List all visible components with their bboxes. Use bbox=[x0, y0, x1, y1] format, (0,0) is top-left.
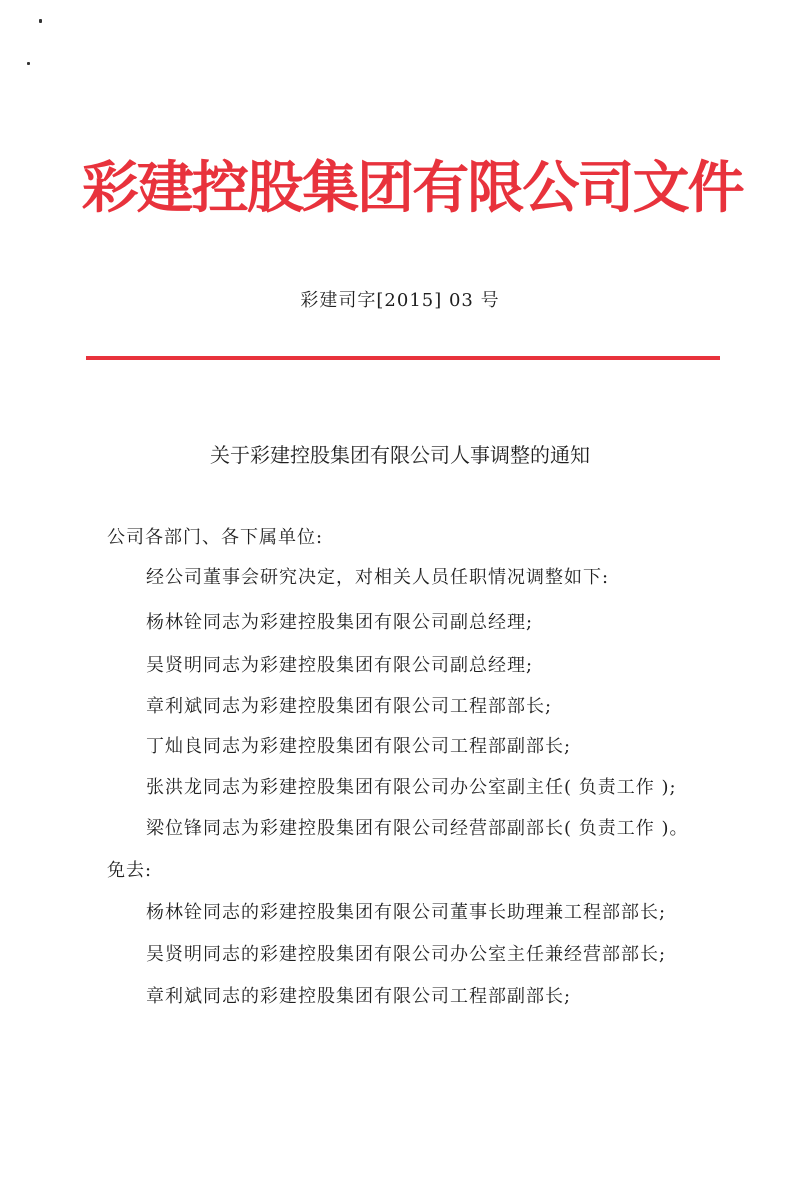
salutation: 公司各部门、各下属单位: bbox=[107, 527, 324, 548]
appointment-item: 杨林铨同志为彩建控股集团有限公司副总经理; bbox=[146, 612, 534, 633]
intro-paragraph: 经公司董事会研究决定，对相关人员任职情况调整如下: bbox=[146, 567, 610, 588]
notice-title: 关于彩建控股集团有限公司人事调整的通知 bbox=[210, 443, 590, 467]
appointment-item: 张洪龙同志为彩建控股集团有限公司办公室副主任( 负责工作 ); bbox=[146, 777, 677, 798]
appointment-item: 章利斌同志为彩建控股集团有限公司工程部部长; bbox=[146, 696, 553, 717]
appointment-item: 丁灿良同志为彩建控股集团有限公司工程部副部长; bbox=[146, 736, 572, 757]
dismissal-item: 杨林铨同志的彩建控股集团有限公司董事长助理兼工程部部长; bbox=[146, 902, 667, 923]
scan-speck bbox=[39, 19, 42, 23]
dismissal-item: 吴贤明同志的彩建控股集团有限公司办公室主任兼经营部部长; bbox=[146, 944, 667, 965]
document-number: 彩建司字[2015] 03 号 bbox=[300, 290, 500, 311]
appointment-item: 吴贤明同志为彩建控股集团有限公司副总经理; bbox=[146, 655, 534, 676]
dismissal-item: 章利斌同志的彩建控股集团有限公司工程部副部长; bbox=[146, 986, 572, 1007]
document-header-title: 彩建控股集团有限公司文件 bbox=[81, 156, 743, 221]
red-divider-line bbox=[86, 356, 720, 360]
dismissal-heading: 免去: bbox=[107, 860, 153, 881]
appointment-item: 梁位锋同志为彩建控股集团有限公司经营部副部长( 负责工作 )。 bbox=[146, 818, 689, 839]
scan-speck bbox=[27, 62, 30, 65]
